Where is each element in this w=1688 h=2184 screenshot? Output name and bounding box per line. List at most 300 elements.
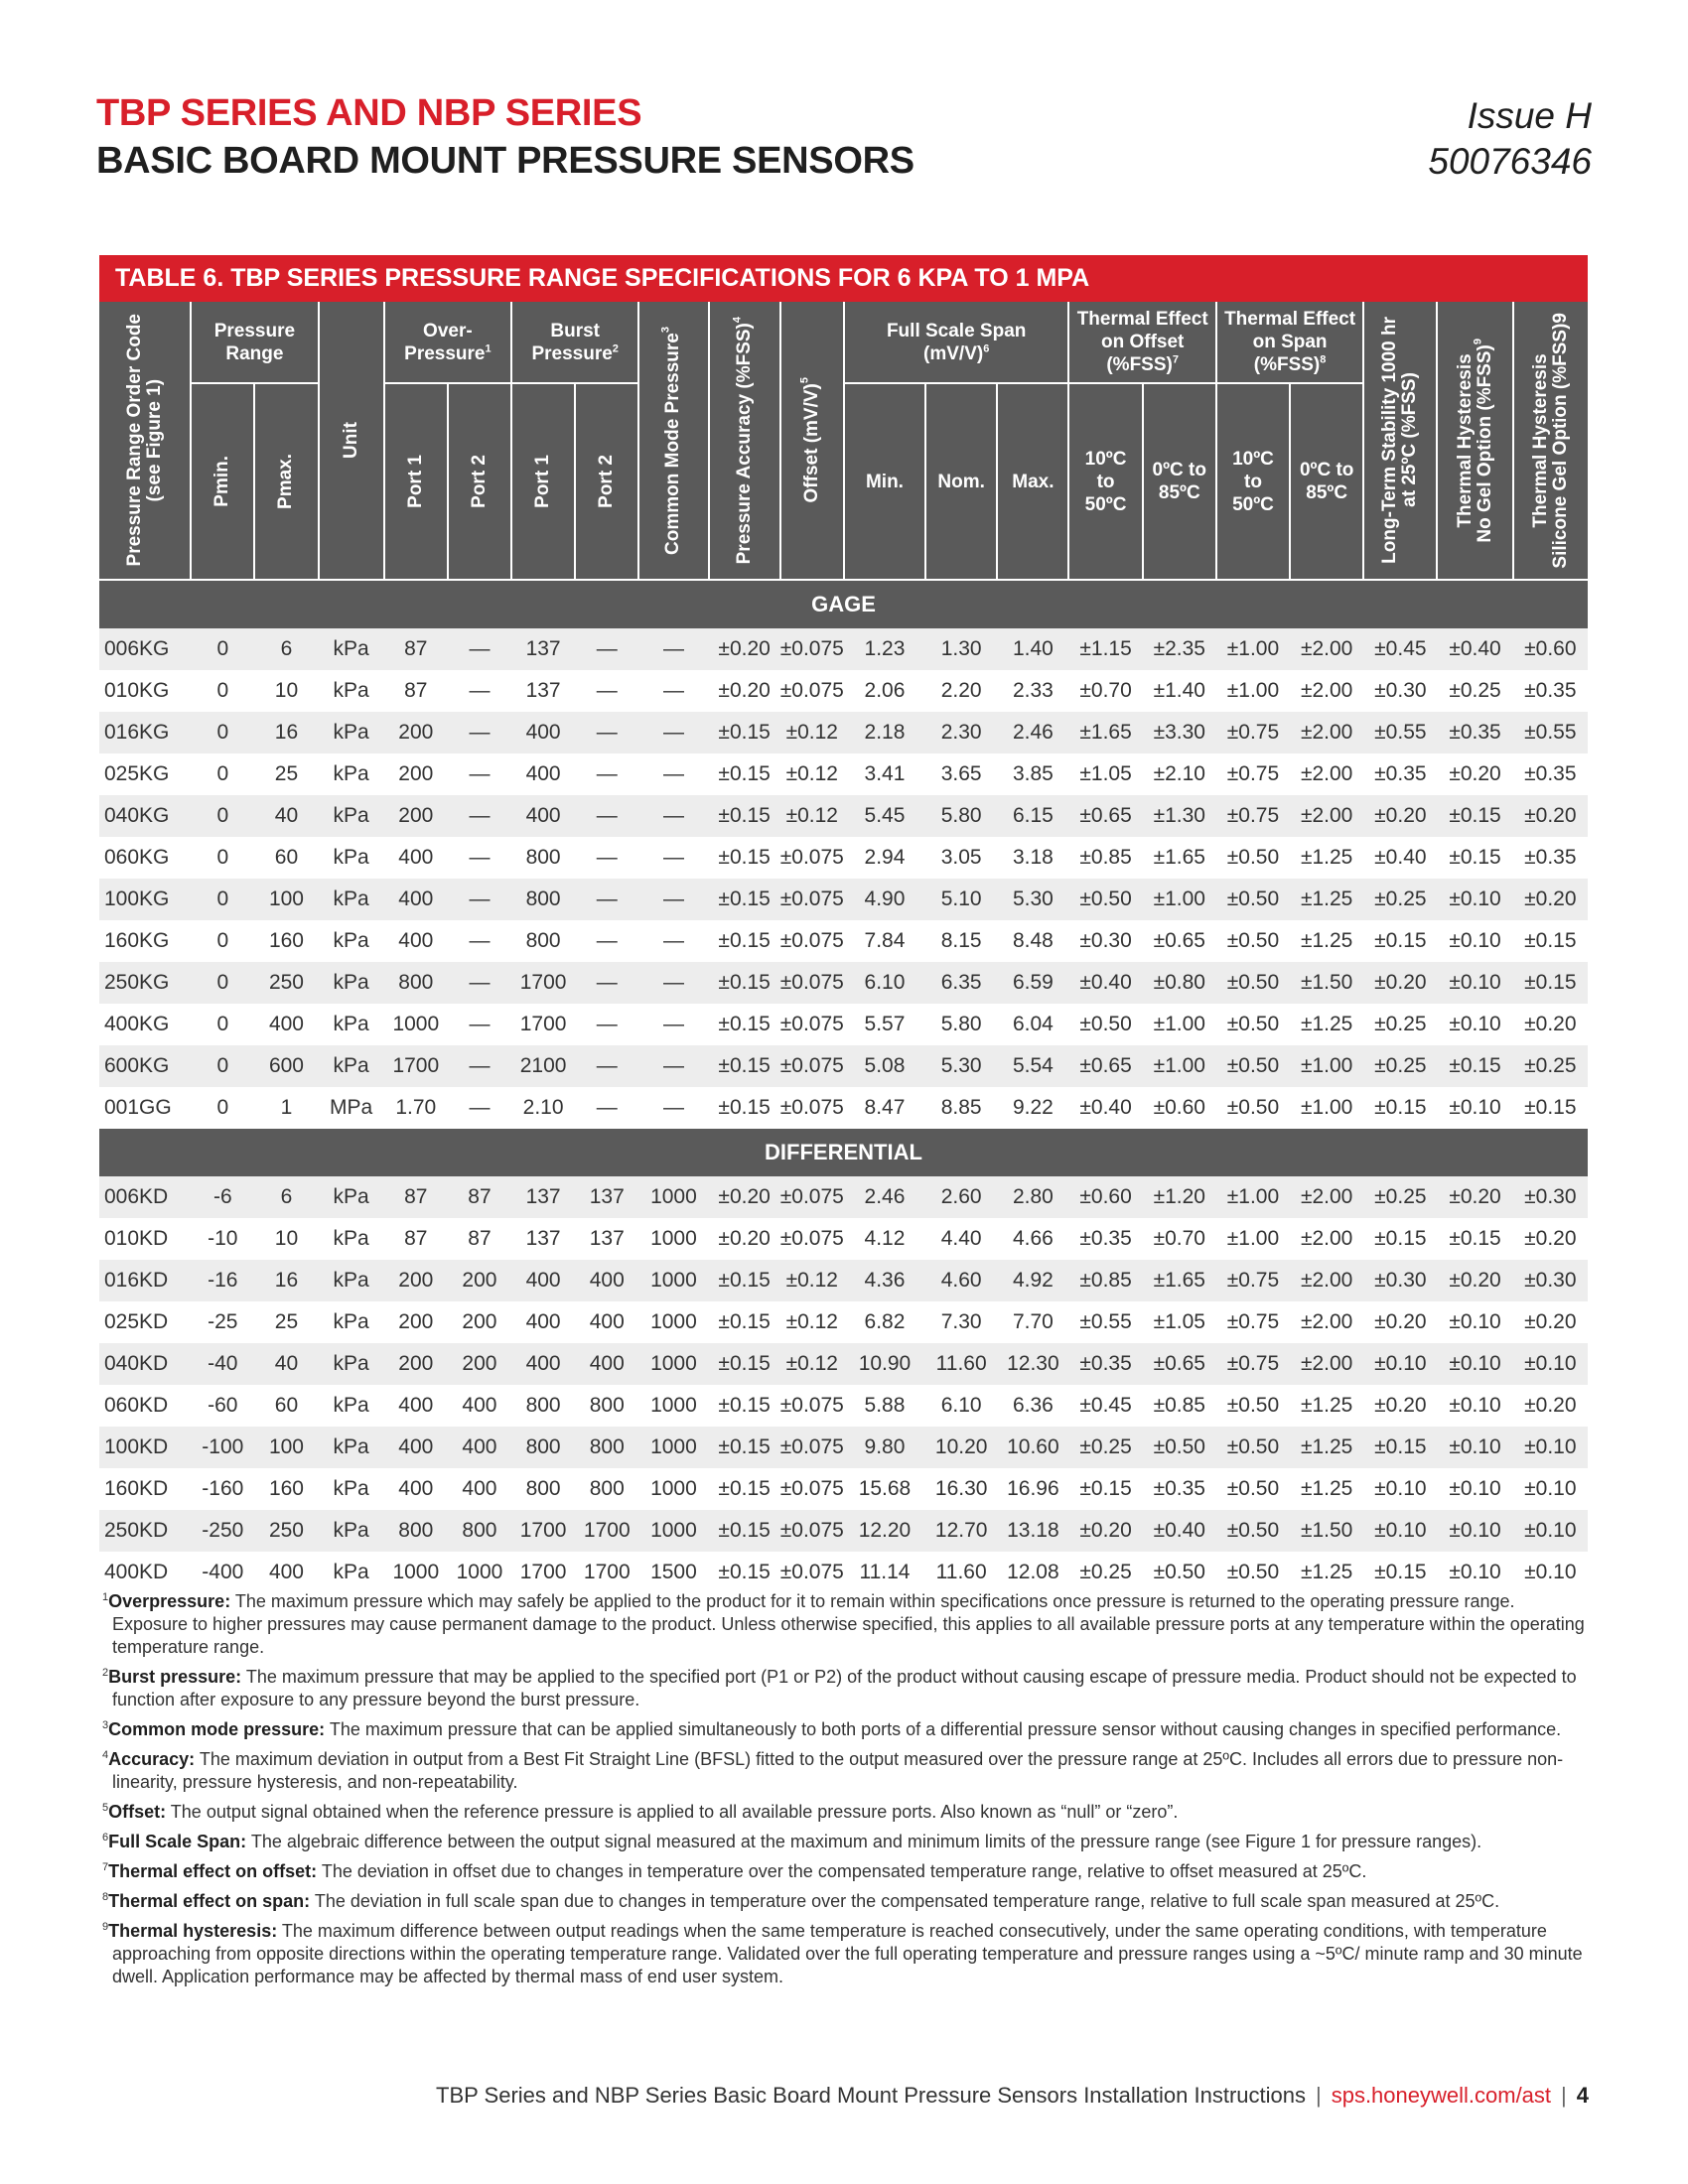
table-cell: 7.70 [1012, 1310, 1054, 1333]
order-code-cell: 160KD [104, 1477, 169, 1500]
table-cell: 200 [398, 762, 434, 785]
table-cell: ±0.80 [1143, 962, 1216, 1004]
table-cell: ±0.15 [709, 712, 780, 753]
table-cell: ±0.20 [1437, 1260, 1512, 1301]
table-cell: 4.36 [844, 1260, 925, 1301]
table-cell: ±0.50 [1216, 879, 1290, 920]
table-cell: 2.33 [1012, 679, 1054, 702]
table-cell: — [448, 962, 511, 1004]
table-cell: ±0.30 [1513, 1260, 1588, 1301]
order-code-cell: 060KD [104, 1394, 169, 1417]
table-cell: 12.70 [925, 1510, 997, 1552]
table-cell: 1700 [384, 1045, 448, 1087]
table-cell: 400 [448, 1427, 511, 1468]
table-cell: ±0.10 [1524, 1477, 1577, 1500]
table-cell: -60 [208, 1394, 238, 1417]
table-cell: ±0.10 [1437, 1343, 1512, 1385]
table-cell: kPa [333, 929, 369, 952]
col-te-offset-0-85: 0ºC to 85ºC [1143, 383, 1216, 580]
table-cell: ±0.65 [1068, 1045, 1142, 1087]
table-cell: — [638, 1045, 708, 1087]
order-code-cell: 006KG [99, 628, 191, 670]
table-cell: 400 [511, 1260, 575, 1301]
table-cell: 400 [575, 1260, 638, 1301]
doc-number: 50076346 [1428, 141, 1592, 182]
issue-label: Issue H [1467, 95, 1592, 136]
col-fss-max: Max. [997, 383, 1068, 580]
table-cell: 800 [589, 1477, 625, 1500]
table-cell: kPa [333, 1227, 369, 1250]
table-cell: ±2.00 [1300, 762, 1353, 785]
table-cell: ±0.20 [1374, 1394, 1427, 1417]
table-cell: 12.30 [997, 1343, 1068, 1385]
table-cell: — [662, 1013, 684, 1035]
table-cell: ±1.30 [1143, 795, 1216, 837]
footnote [102, 1920, 1587, 1988]
table-cell: 40 [254, 1343, 318, 1385]
table-cell: 2.80 [997, 1176, 1068, 1218]
order-code-cell: 016KD [99, 1260, 191, 1301]
table-cell: 200 [384, 795, 448, 837]
table-cell: ±0.15 [709, 1343, 780, 1385]
table-cell: ±0.10 [1449, 1096, 1501, 1119]
table-cell: ±2.00 [1290, 1343, 1363, 1385]
footnote [102, 1590, 1587, 1659]
table-cell: ±0.50 [1216, 1510, 1290, 1552]
page-number: 4 [1576, 2083, 1589, 2108]
table-cell: 6.59 [997, 962, 1068, 1004]
table-row [99, 753, 1588, 795]
table-cell: kPa [319, 795, 384, 837]
table-cell: 137 [525, 1227, 561, 1250]
table-cell: 1000 [650, 1227, 697, 1250]
table-cell: ±0.25 [1363, 879, 1437, 920]
order-code-cell: 025KD [104, 1310, 169, 1333]
table-cell: ±0.15 [718, 846, 771, 869]
order-code-cell: 040KD [99, 1343, 191, 1385]
table-cell: ±0.55 [1079, 1310, 1132, 1333]
table-cell: ±0.65 [1143, 1343, 1216, 1385]
table-cell: ±0.50 [1079, 1013, 1132, 1035]
table-cell: 160 [268, 1477, 304, 1500]
table-row [99, 1552, 1588, 1593]
col-unit: Unit [319, 302, 384, 580]
table-cell: ±0.75 [1216, 795, 1290, 837]
footnote-number: 9 [102, 1921, 109, 1933]
table-cell: 5.57 [864, 1013, 906, 1035]
table-cell: 1000 [650, 1477, 697, 1500]
footnote [102, 1801, 1587, 1824]
table-cell: ±0.50 [1153, 1561, 1205, 1583]
table-cell: ±0.20 [1524, 1227, 1577, 1250]
col-burst-pressure: Burst Pressure$^2$ [511, 302, 638, 383]
table-cell: ±0.20 [1437, 1176, 1512, 1218]
table-cell: 87 [384, 1176, 448, 1218]
table-cell: ±0.15 [1374, 929, 1427, 952]
order-code-cell: 006KD [99, 1176, 191, 1218]
table-cell: 1000 [638, 1427, 708, 1468]
table-cell: ±0.15 [709, 1427, 780, 1468]
page-footer [436, 2083, 1589, 2109]
order-code-cell: 060KG [104, 846, 170, 869]
order-code-cell: 400KD [104, 1561, 169, 1583]
table-cell: — [662, 846, 684, 869]
table-cell: — [575, 1045, 638, 1087]
table-cell: ±0.35 [1524, 762, 1577, 785]
table-cell: 7.30 [940, 1310, 982, 1333]
table-cell: 2.60 [925, 1176, 997, 1218]
table-cell: ±0.20 [1513, 879, 1588, 920]
table-cell: ±1.00 [1226, 679, 1280, 702]
table-cell: — [575, 962, 638, 1004]
table-cell: 1000 [650, 1394, 697, 1417]
footnote-text: The maximum pressure which may safely be applied to the product for it to remain within specifications once pressure is returned to the operating pressure range. Exposure to higher pressures may cause permanent damage to the product. Unless otherwise specified, this applies to all available pressure ports at any temperature within the operating temperature range. [112, 1591, 1585, 1657]
table-cell: kPa [319, 879, 384, 920]
table-cell: 6.04 [1012, 1013, 1054, 1035]
table-cell: ±0.25 [1079, 1561, 1132, 1583]
table-cell: -6 [191, 1176, 254, 1218]
order-code-cell: 016KG [99, 712, 191, 753]
table-cell: ±1.40 [1153, 679, 1205, 702]
table-cell: ±0.20 [1524, 1013, 1577, 1035]
table-cell: 1000 [638, 1260, 708, 1301]
table-cell: ±1.00 [1290, 1045, 1363, 1087]
table-cell: ±0.10 [1449, 1013, 1501, 1035]
table-cell: — [469, 929, 491, 952]
table-cell: ±0.15 [718, 1310, 771, 1333]
table-cell: ±0.15 [718, 1013, 771, 1035]
col-thermal-span: Thermal Effect on Span $(\%FSS)^8$ [1216, 302, 1363, 383]
table-cell: 0 [216, 762, 229, 785]
table-cell: ±0.12 [785, 762, 838, 785]
footnote-term: Thermal hysteresis: [108, 1921, 278, 1941]
table-cell: 8.85 [940, 1096, 982, 1119]
table-cell: ±0.35 [1524, 846, 1577, 869]
table-cell: ±0.15 [1374, 1561, 1427, 1583]
gage-section [99, 580, 1588, 1129]
table-cell: ±0.60 [1153, 1096, 1205, 1119]
col-full-scale-span: Full Scale Span $(mV/V)^6$ [844, 302, 1069, 383]
footer-link[interactable]: sps.honeywell.com/ast [1331, 2083, 1552, 2108]
table-cell: ±0.15 [1524, 929, 1577, 952]
col-te-span-10-50: 10ºC to 50ºC [1216, 383, 1290, 580]
table-cell: 6.35 [925, 962, 997, 1004]
table-cell: 6.82 [864, 1310, 906, 1333]
table-cell: — [662, 1096, 684, 1119]
table-cell: ±0.15 [718, 929, 771, 952]
table-cell: 2.30 [925, 712, 997, 753]
table-cell: ±1.65 [1153, 846, 1205, 869]
footnote-text: The deviation in full scale span due to changes in temperature over the compensated temperature range, relative to full scale span measured at 25ºC. [310, 1891, 1500, 1911]
table-cell: ±0.10 [1437, 1510, 1512, 1552]
table-cell: ±0.15 [718, 1561, 771, 1583]
table-cell: 10 [274, 679, 299, 702]
table-cell: 0 [216, 846, 229, 869]
col-offset: Offset $(mV/V)^5$ [780, 302, 844, 580]
table-cell: kPa [319, 1176, 384, 1218]
table-cell: ±0.45 [1363, 628, 1437, 670]
table-row [99, 712, 1588, 753]
table-cell: ±1.25 [1300, 1561, 1353, 1583]
table-row [99, 1087, 1588, 1129]
table-cell: 3.18 [1012, 846, 1054, 869]
table-cell: 800 [511, 879, 575, 920]
table-cell: 2.20 [940, 679, 982, 702]
table-cell: 0 [216, 1013, 229, 1035]
table-cell: 5.54 [997, 1045, 1068, 1087]
table-cell: — [448, 628, 511, 670]
table-cell: — [448, 795, 511, 837]
footer-separator: | [1315, 2083, 1322, 2108]
footer-separator: | [1561, 2083, 1567, 2108]
table-cell: ±0.50 [1216, 1045, 1290, 1087]
table-cell: ±0.075 [779, 846, 844, 869]
table-cell: 6.10 [940, 1394, 982, 1417]
table-cell: ±0.20 [718, 1227, 771, 1250]
footnote-number: 7 [102, 1861, 109, 1873]
table-cell: 25 [274, 1310, 299, 1333]
table-cell: ±1.50 [1290, 962, 1363, 1004]
table-cell: ±0.50 [1216, 962, 1290, 1004]
table-cell: 10.20 [925, 1427, 997, 1468]
table-cell: ±0.65 [1153, 929, 1205, 952]
differential-section [99, 1129, 1588, 1593]
table-cell: -160 [202, 1477, 244, 1500]
table-cell: 4.60 [925, 1260, 997, 1301]
table-cell: 0 [216, 929, 229, 952]
table-cell: ±1.05 [1079, 762, 1132, 785]
table-cell: ±0.40 [1079, 1096, 1132, 1119]
issue-block [1428, 93, 1592, 185]
table-cell: 400 [525, 762, 561, 785]
table-cell: 3.65 [940, 762, 982, 785]
table-cell: ±0.075 [780, 1510, 844, 1552]
table-cell: — [596, 762, 618, 785]
table-cell: — [662, 679, 684, 702]
table-cell: 1000 [392, 1013, 440, 1035]
table-cell: ±0.25 [1363, 1045, 1437, 1087]
table-cell: ±0.60 [1513, 628, 1588, 670]
table-cell: ±0.10 [1449, 929, 1501, 952]
table-cell: 13.18 [997, 1510, 1068, 1552]
table-row [99, 1385, 1588, 1427]
table-cell: ±1.25 [1300, 929, 1353, 952]
table-cell: 800 [384, 962, 448, 1004]
table-cell: — [596, 846, 618, 869]
table-cell: -400 [202, 1561, 244, 1583]
table-cell: ±0.15 [709, 1260, 780, 1301]
table-cell: 12.08 [1007, 1561, 1059, 1583]
table-cell: 400 [384, 879, 448, 920]
footnote-text: The maximum pressure that can be applied simultaneously to both ports of a differential pressure sensor without causing changes in specified performance. [325, 1719, 1562, 1739]
table-cell: ±0.075 [779, 1227, 844, 1250]
table-cell: ±0.20 [709, 628, 780, 670]
table-cell: — [596, 1013, 618, 1035]
table-cell: 200 [384, 1260, 448, 1301]
table-cell: ±0.15 [1363, 1427, 1437, 1468]
table-cell: ±0.35 [1153, 1477, 1205, 1500]
table-cell: ±0.075 [780, 1045, 844, 1087]
table-cell: ±0.10 [1437, 962, 1512, 1004]
table-cell: 200 [462, 1310, 497, 1333]
col-fss-min: Min. [844, 383, 925, 580]
table-cell: 800 [575, 1427, 638, 1468]
table-cell: 1700 [519, 1013, 567, 1035]
footnote-number: 3 [102, 1719, 109, 1731]
table-cell: kPa [333, 679, 369, 702]
table-cell: ±0.30 [1363, 1260, 1437, 1301]
table-cell: ±0.075 [780, 1427, 844, 1468]
table-cell: ±0.12 [780, 795, 844, 837]
table-row [99, 1343, 1588, 1385]
table-cell: — [469, 1096, 491, 1119]
table-cell: — [448, 712, 511, 753]
table-cell: ±0.25 [1513, 1045, 1588, 1087]
table-cell: — [662, 762, 684, 785]
footnote-number: 4 [102, 1749, 109, 1761]
table-cell: 5.45 [844, 795, 925, 837]
table-row [99, 1427, 1588, 1468]
table-cell: ±0.20 [1449, 762, 1501, 785]
table-cell: 3.05 [940, 846, 982, 869]
table-cell: ±0.15 [709, 1045, 780, 1087]
table-cell: 2.18 [844, 712, 925, 753]
table-cell: ±0.75 [1216, 1343, 1290, 1385]
table-cell: 200 [398, 1310, 434, 1333]
table-row [99, 837, 1588, 879]
table-cell: ±0.75 [1216, 1260, 1290, 1301]
table-cell: 2.06 [864, 679, 906, 702]
table-cell: -40 [191, 1343, 254, 1385]
table-cell: 5.08 [844, 1045, 925, 1087]
table-cell: 800 [525, 929, 561, 952]
table-cell: ±0.20 [1524, 1394, 1577, 1417]
table-cell: ±1.65 [1143, 1260, 1216, 1301]
table-cell: kPa [319, 1427, 384, 1468]
table-cell: 16 [254, 1260, 318, 1301]
table-cell: — [638, 879, 708, 920]
col-long-term-stability: Long-Term Stability 1000 hr at 25ºC (%FSS) [1363, 302, 1437, 580]
table-cell: 1000 [650, 1310, 697, 1333]
table-cell: ±0.50 [1226, 846, 1280, 869]
table-cell: ±1.25 [1300, 846, 1353, 869]
table-cell: 8.47 [864, 1096, 906, 1119]
col-te-offset-10-50: 10ºC to 50ºC [1068, 383, 1142, 580]
table-cell: 800 [448, 1510, 511, 1552]
table-cell: 400 [511, 712, 575, 753]
col-pmax: Pmax. [254, 383, 318, 580]
table-cell: 4.40 [940, 1227, 982, 1250]
table-cell: — [638, 795, 708, 837]
table-cell: ±0.20 [1363, 962, 1437, 1004]
footnote-number: 5 [102, 1802, 109, 1814]
table-cell: — [469, 679, 491, 702]
table-cell: ±0.10 [1513, 1510, 1588, 1552]
col-over-port2: Port 2 [448, 383, 511, 580]
table-cell: 400 [268, 1013, 304, 1035]
table-row [99, 962, 1588, 1004]
col-common-mode: Common Mode Pressure$^3$ [638, 302, 708, 580]
table-cell: ±0.35 [1079, 1227, 1132, 1250]
table-cell: ±0.35 [1068, 1343, 1142, 1385]
table-cell: ±1.00 [1226, 1227, 1280, 1250]
table-cell: 0 [191, 628, 254, 670]
table-cell: ±0.10 [1524, 1561, 1577, 1583]
table-cell: ±0.50 [1216, 1427, 1290, 1468]
table-cell: ±1.25 [1300, 1394, 1353, 1417]
table-cell: ±0.15 [709, 879, 780, 920]
table-row [99, 628, 1588, 670]
footnote-term: Full Scale Span: [108, 1832, 247, 1851]
footnote-number: 6 [102, 1832, 109, 1843]
table-cell: ±0.40 [1437, 628, 1512, 670]
table-cell: 1000 [638, 1510, 708, 1552]
table-cell: 400 [398, 929, 434, 952]
col-over-port1: Port 1 [384, 383, 448, 580]
table-cell: 0 [191, 795, 254, 837]
table-cell: 600 [254, 1045, 318, 1087]
table-cell: ±0.075 [780, 879, 844, 920]
section-label-differential: DIFFERENTIAL [99, 1129, 1588, 1176]
table-cell: ±2.00 [1300, 1227, 1353, 1250]
table-row [99, 1045, 1588, 1087]
spec-table [99, 302, 1588, 1593]
table-cell: ±0.15 [1449, 1227, 1501, 1250]
footer-text: TBP Series and NBP Series Basic Board Mount Pressure Sensors Installation Instructions [436, 2083, 1306, 2108]
table-cell: 8.15 [940, 929, 982, 952]
footnote [102, 1666, 1587, 1711]
order-code-cell: 100KD [99, 1427, 191, 1468]
table-cell: 11.14 [859, 1561, 911, 1583]
table-cell: 100 [254, 879, 318, 920]
table-cell: 1.23 [844, 628, 925, 670]
table-cell: — [575, 795, 638, 837]
table-cell: ±3.30 [1143, 712, 1216, 753]
table-cell: 137 [511, 1176, 575, 1218]
table-cell: kPa [319, 1510, 384, 1552]
table-cell: — [596, 1096, 618, 1119]
table-cell: ±0.15 [709, 795, 780, 837]
col-te-span-0-85: 0ºC to 85ºC [1290, 383, 1363, 580]
table-cell: 0 [216, 679, 229, 702]
order-code-cell: 010KD [104, 1227, 169, 1250]
table-cell: 137 [589, 1227, 625, 1250]
table-cell: ±0.15 [1079, 1477, 1132, 1500]
table-cell: 200 [448, 1260, 511, 1301]
table-cell: 9.80 [844, 1427, 925, 1468]
footnote-term: Thermal effect on offset: [108, 1861, 318, 1881]
table-cell: — [575, 712, 638, 753]
table-cell: ±0.35 [1524, 679, 1577, 702]
table-cell: — [638, 628, 708, 670]
col-thermal-offset: Thermal Effect on Offset $(\%FSS)^7$ [1068, 302, 1215, 383]
table-cell: 4.92 [997, 1260, 1068, 1301]
table-cell: ±1.00 [1143, 879, 1216, 920]
footnote-number: 2 [102, 1667, 109, 1679]
table-cell: 5.80 [925, 795, 997, 837]
table-cell: ±0.15 [718, 1394, 771, 1417]
order-code-cell: 010KG [104, 679, 170, 702]
footnote [102, 1718, 1587, 1741]
table-cell: 10.90 [844, 1343, 925, 1385]
table-cell: 1.40 [997, 628, 1068, 670]
table-cell: ±0.10 [1449, 1561, 1501, 1583]
table-cell: 11.60 [935, 1561, 987, 1583]
table-cell: 4.12 [864, 1227, 906, 1250]
table-row [99, 1218, 1588, 1260]
col-burst-port2: Port 2 [575, 383, 638, 580]
table-row [99, 1301, 1588, 1343]
